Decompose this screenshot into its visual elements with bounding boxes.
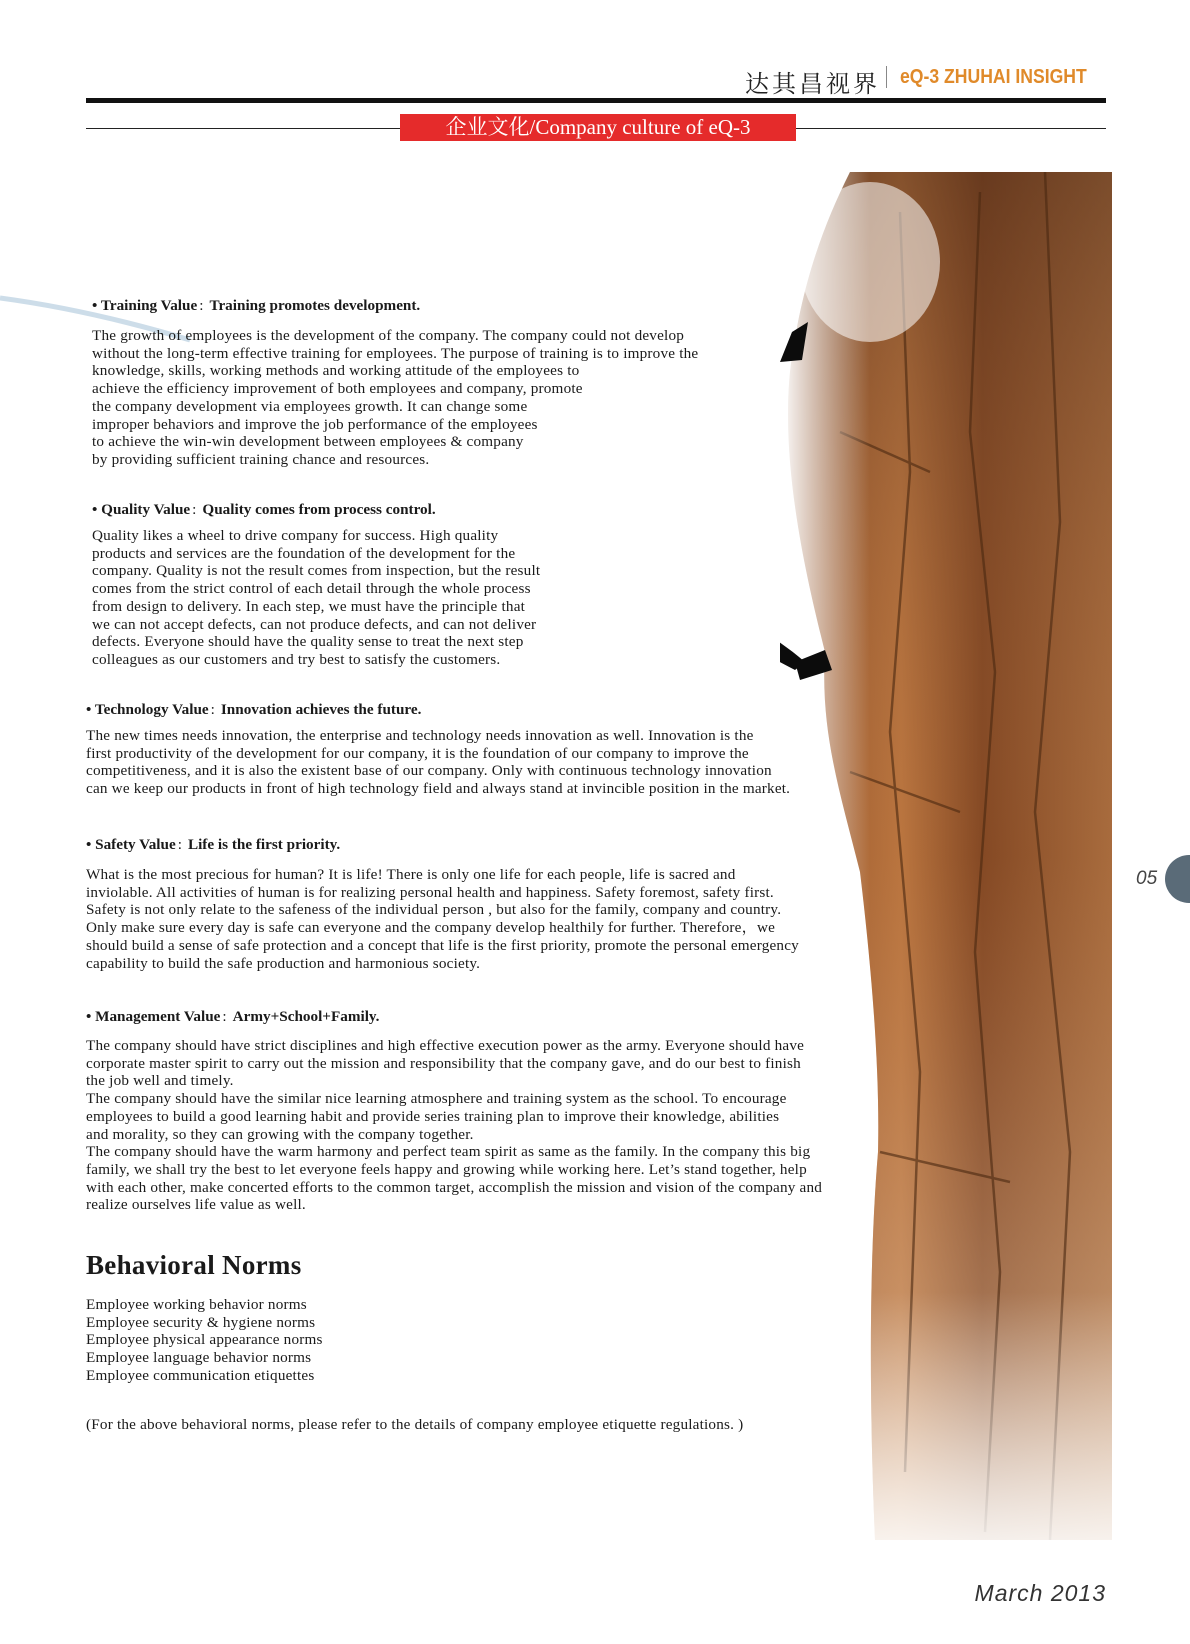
behavioral-norms-list — [86, 1296, 323, 1385]
behavioral-norms-title: Behavioral Norms — [86, 1250, 302, 1280]
header-rule-thick — [86, 98, 1106, 103]
list-item: Employee working behavior norms — [86, 1296, 307, 1313]
list-item: Employee physical appearance norms — [86, 1331, 323, 1349]
header-separator — [886, 66, 887, 88]
list-item: Employee language behavior norms — [86, 1349, 312, 1367]
quality-value-heading: • Quality Value : Quality comes from process control. — [92, 501, 436, 518]
training-value-heading: • Training Value : Training promotes development. — [92, 297, 421, 314]
issue-date: March 2013 — [974, 1580, 1106, 1606]
management-value-text: The company should have strict disciplines and high effective execution power as the army. Everyone should have corporate master spirit to carry out the mission and responsibility that the company gave, and do our best to finish the job well and timely. The company should have the similar nice learning atmosphere and training system as the school. To encourage employees to build a good learning habit and provide series training plan to improve their knowledge, abilities and morality, so they can growing with the company together. The company should have the warm harmony and perfect team spirit as same as the family. In the company this big family, we shall try the best to let everyone feels happy and growing while working here. Let’s stand together, help with each other, make concerted efforts to the common target, accomplish the mission and vision of the company and realize ourselves life value as well. — [86, 1037, 823, 1214]
safety-value-heading: • Safety Value : Life is the first priority. — [86, 836, 341, 853]
technology-value-heading: • Technology Value : Innovation achieves the future. — [86, 701, 422, 718]
safety-value-text: What is the most precious for human? It is life! There is only one life for each people, life is sacred and inviolable. All activities of human is for realizing personal health and happiness. Safety foremost, safety first. Safety is not only relate to the safeness of the individual person , but also for the family, company and country. Only make sure every day is safe can everyone and the company develop healthily for further. Therefore，we should build a sense of safe protection and a concept that life is the first priority, promote the personal emergency capability to build the safe production and harmonious society. — [86, 866, 799, 972]
quality-value-text: Quality likes a wheel to drive company for success. High quality products and services are the foundation of the development for the company. Quality is not the result comes from inspection, but the result comes from the strict control of each detail through the whole process from design to delivery. In each step, we must have the principle that we can not accept defects, can not produce defects, and can not deliver defects. Everyone should have the quality sense to treat the next step colleagues as our customers and try best to satisfy the customers. — [92, 527, 541, 668]
technology-value-text: The new times needs innovation, the enterprise and technology needs innovation as well. Innovation is the first productivity of the development for our company, it is the foundation of our company to improve the competitiveness, and it is also the existent base of our company. Only with continuous technology innovation can we keep our products in front of high technology field and always stand at invincible position in the market. — [86, 727, 791, 798]
magazine-title-en: eQ-3 ZHUHAI INSIGHT — [900, 66, 1087, 88]
behavioral-norms-note: (For the above behavioral norms, please refer to the details of company employee etiquette regulations. ) — [86, 1416, 744, 1433]
training-value-text: The growth of employees is the development of the company. The company could not develop without the long-term effective training for employees. The purpose of training is to improve the knowledge, skills, working methods and working attitude of the employees to achieve the efficiency improvement of both employees and company, promote the company development via employees growth. It can change some improper behaviors and improve the job performance of the employees to achieve the win-win development between employees & company by providing sufficient training chance and resources. — [92, 327, 699, 468]
page-tab — [1165, 855, 1190, 903]
page-number: 05 — [1136, 868, 1158, 889]
section-label: 企业文化/Company culture of eQ-3 — [400, 114, 796, 141]
magazine-title-cn: 达其昌视界 — [745, 70, 880, 98]
list-item: Employee security & hygiene norms — [86, 1313, 316, 1331]
list-item: Employee communication etiquettes — [86, 1366, 315, 1384]
management-value-heading: • Management Value : Army+School+Family. — [86, 1008, 380, 1025]
cliff-climber-photo — [780, 172, 1112, 1540]
